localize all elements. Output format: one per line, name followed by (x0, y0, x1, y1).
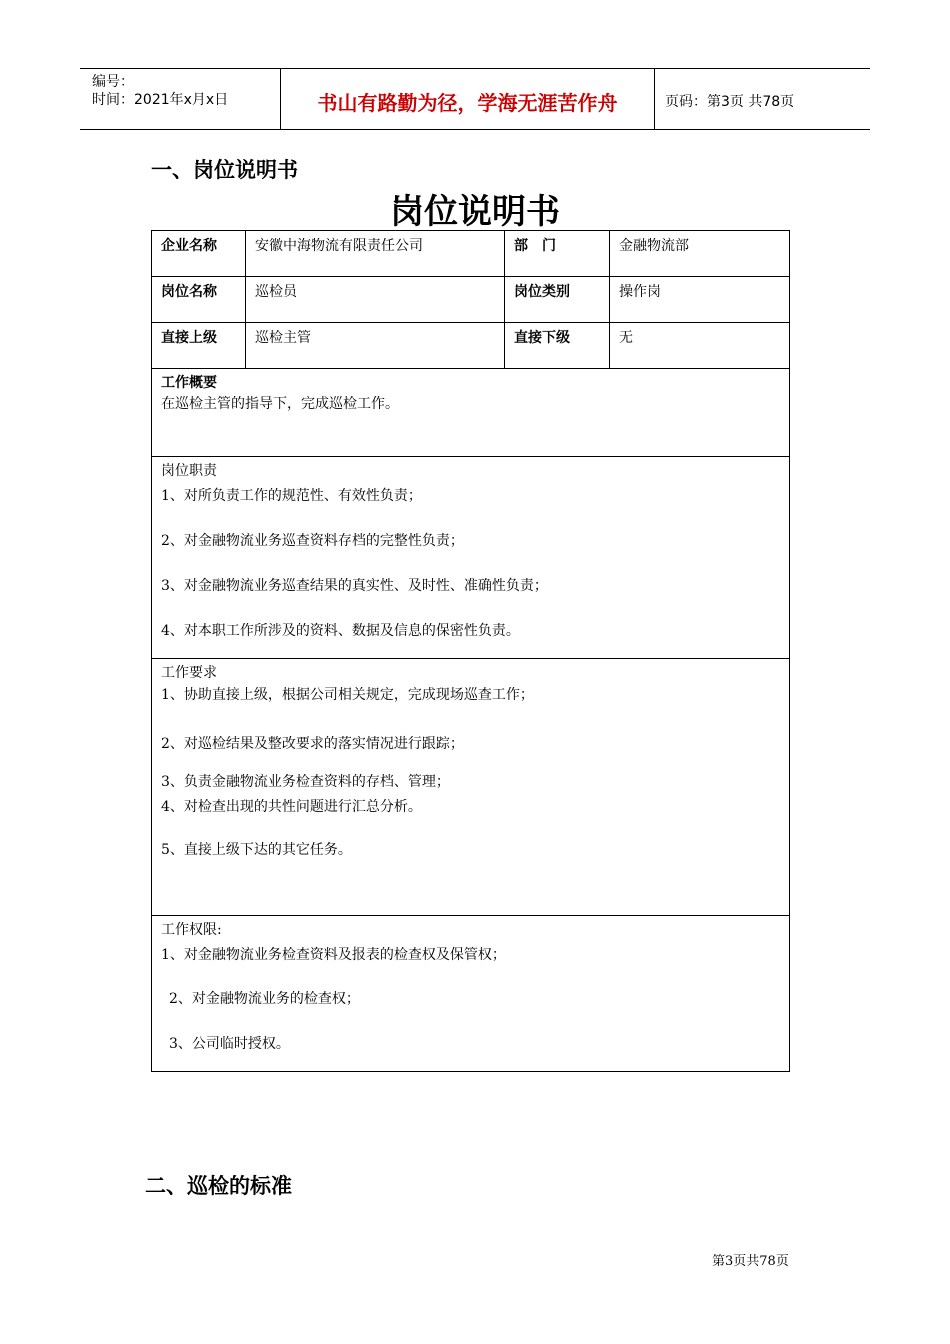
table-row (152, 231, 790, 277)
header-motto: 书山有路勤为径，学海无涯苦作舟 (317, 91, 618, 115)
superior-label: 直接上级 (161, 330, 217, 346)
table-row (152, 659, 790, 916)
header-motto-cell (280, 69, 655, 129)
requirements-title: 工作要求 (161, 665, 217, 681)
table-row (152, 277, 790, 323)
table-row (152, 916, 790, 1072)
post-category-label: 岗位类别 (514, 284, 570, 300)
list-item: 2、对金融物流业务的检查权； (169, 991, 360, 1007)
document-time-label: 时间：2021年x月x日 (92, 92, 229, 108)
post-category-value: 操作岗 (619, 284, 661, 300)
list-item: 3、负责金融物流业务检查资料的存档、管理； (161, 774, 450, 790)
subordinate-value: 无 (619, 330, 633, 346)
table-row (152, 369, 790, 457)
footer-page-number: 第3页共78页 (712, 1254, 789, 1269)
table-row (152, 323, 790, 369)
list-item: 4、对检查出现的共性问题进行汇总分析。 (161, 799, 422, 815)
subordinate-label: 直接下级 (514, 330, 570, 346)
post-name-label: 岗位名称 (161, 284, 217, 300)
list-item: 1、协助直接上级，根据公司相关规定，完成现场巡查工作； (161, 687, 534, 703)
superior-value: 巡检主管 (255, 330, 311, 346)
department-value: 金融物流部 (619, 238, 689, 254)
section-2-title: 二、巡检的标准 (145, 1173, 292, 1198)
list-item: 1、对金融物流业务检查资料及报表的检查权及保管权； (161, 947, 506, 963)
overview-title: 工作概要 (161, 375, 217, 391)
job-description-table (151, 230, 790, 1072)
document-number-label: 编号： (92, 74, 134, 90)
list-item: 3、公司临时授权。 (169, 1036, 290, 1052)
authority-title: 工作权限: (161, 922, 222, 938)
company-value: 安徽中海物流有限责任公司 (255, 238, 423, 254)
list-item: 2、对金融物流业务巡查资料存档的完整性负责； (161, 533, 464, 549)
header-page-cell (655, 69, 870, 129)
list-item: 5、直接上级下达的其它任务。 (161, 842, 352, 858)
table-row (152, 457, 790, 659)
list-item: 1、对所负责工作的规范性、有效性负责； (161, 488, 422, 504)
list-item: 3、对金融物流业务巡查结果的真实性、及时性、准确性负责； (161, 578, 548, 594)
section-1-title: 一、岗位说明书 (151, 157, 298, 182)
document-title: 岗位说明书 (390, 192, 560, 232)
overview-text: 在巡检主管的指导下，完成巡检工作。 (161, 396, 399, 412)
list-item: 4、对本职工作所涉及的资料、数据及信息的保密性负责。 (161, 623, 520, 639)
department-label: 部 门 (514, 238, 556, 254)
post-name-value: 巡检员 (255, 284, 297, 300)
header-page-number: 页码：第3页 共78页 (665, 94, 795, 110)
list-item: 2、对巡检结果及整改要求的落实情况进行跟踪； (161, 736, 464, 752)
duties-title: 岗位职责 (161, 463, 217, 479)
company-label: 企业名称 (161, 238, 217, 254)
header-meta-cell (80, 69, 280, 129)
page-header (80, 68, 870, 130)
